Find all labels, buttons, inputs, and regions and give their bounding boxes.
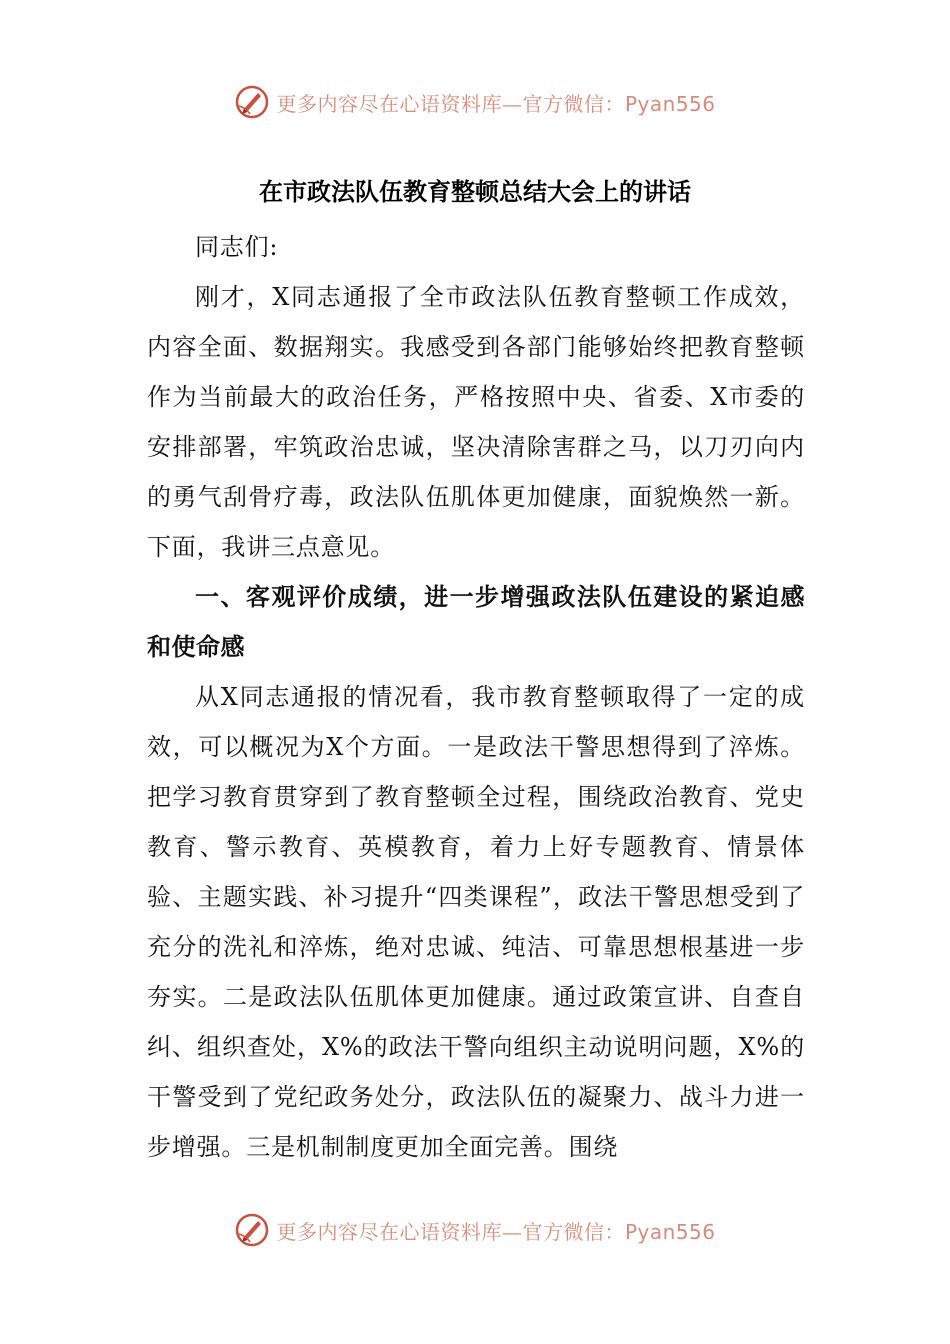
footer-watermark-banner [0, 1210, 950, 1250]
wechat-id: Pyan556 [624, 1219, 716, 1244]
watermark-text: 更多内容尽在心语资料库—官方微信：Pyan556 [276, 1219, 716, 1244]
body-paragraph: 刚才，X同志通报了全市政法队伍教育整顿工作成效，内容全面、数据翔实。我感受到各部门能够始终把教育整顿作为当前最大的政治任务，严格按照中央、省委、X市委的安排部署，牢筑政治忠诚，坚决清除害群之马，以刀刃向内的勇气刮骨疗毒，政法队伍肌体更加健康，面貌焕然一新。下面，我讲三点意见。 [147, 283, 805, 561]
body-paragraph: 从X同志通报的情况看，我市教育整顿取得了一定的成效，可以概况为X个方面。一是政法干警思想得到了淬炼。把学习教育贯穿到了教育整顿全过程，围绕政治教育、党史教育、警示教育、英模教育，着力上好专题教育、情景体验、主题实践、补习提升“四类课程”，政法干警思想受到了充分的洗礼和淬炼，绝对忠诚、纯洁、可靠思想根基进一步夯实。二是政法队伍肌体更加健康。通过政策宣讲、自查自纠、组织查处，X%的政法干警向组织主动说明问题，X%的干警受到了党纪政务处分，政法队伍的凝聚力、战斗力进一步增强。三是机制制度更加全面完善。围绕 [147, 683, 805, 1161]
document-body [147, 222, 805, 1172]
watermark-text: 更多内容尽在心语资料库—官方微信：Pyan556 [276, 91, 716, 116]
pen-logo-icon [234, 1212, 270, 1248]
wechat-id: Pyan556 [624, 91, 716, 116]
document-title: 在市政法队伍教育整顿总结大会上的讲话 [259, 178, 691, 206]
section-heading: 一、客观评价成绩，进一步增强政法队伍建设的紧迫感和使命感 [147, 583, 805, 661]
salutation: 同志们: [195, 233, 279, 261]
pen-logo-icon [234, 84, 270, 120]
header-watermark-banner [0, 82, 950, 122]
